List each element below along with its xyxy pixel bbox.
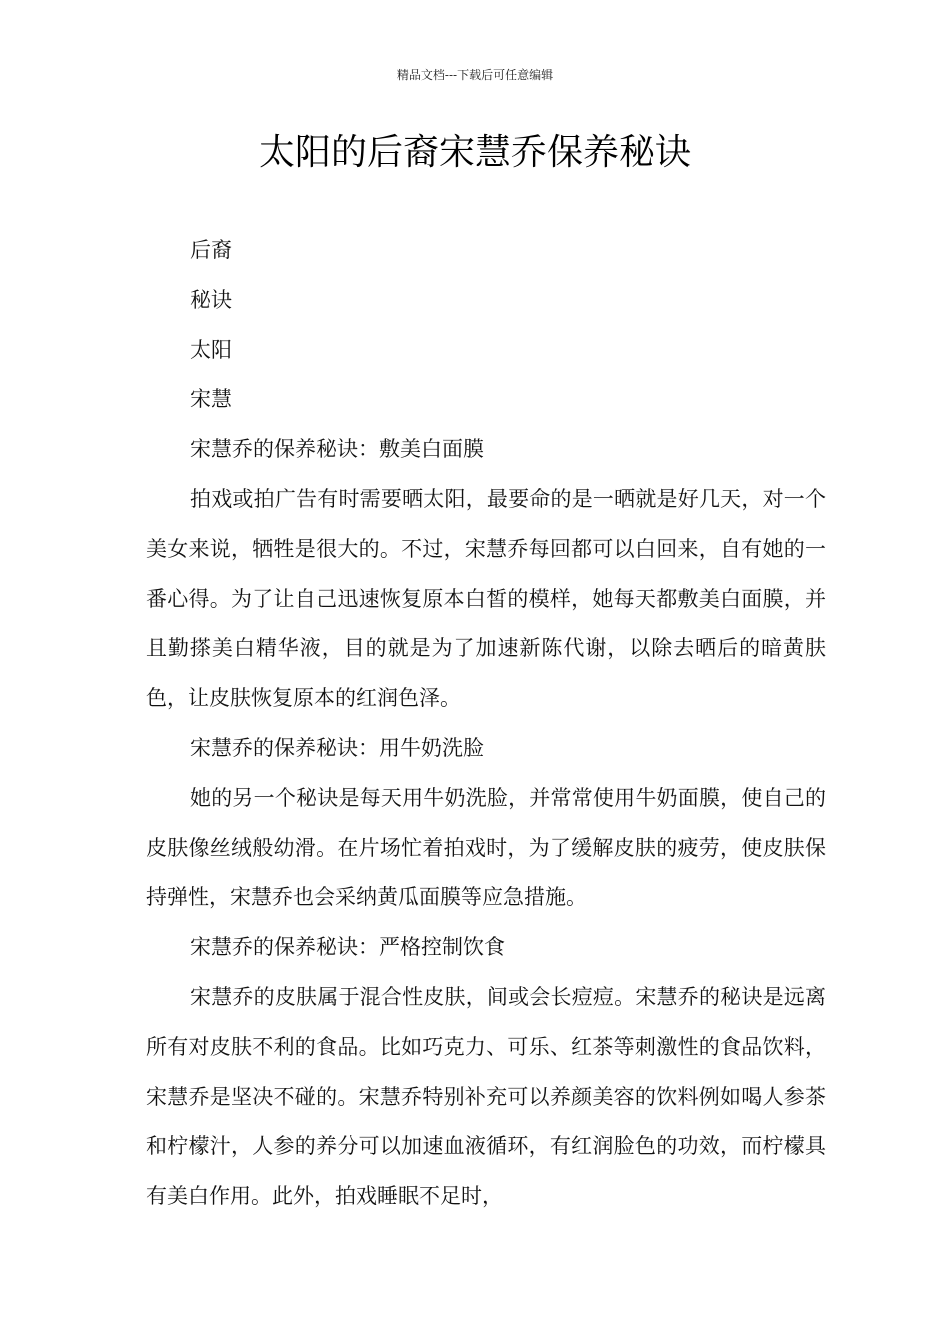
keyword-line: 宋慧 bbox=[190, 387, 232, 412]
section-heading: 宋慧乔的保养秘诀：用牛奶洗脸 bbox=[190, 735, 484, 760]
section-paragraph: 她的另一个秘诀是每天用牛奶洗脸，并常常使用牛奶面膜，使自己的皮肤像丝绒般幼滑。在片场忙着拍戏时，为了缓解皮肤的疲劳，使皮肤保持弹性，宋慧乔也会采纳黄瓜面膜等应急措施。 bbox=[146, 785, 826, 910]
document-body bbox=[146, 226, 826, 1222]
keyword-line: 太阳 bbox=[190, 337, 232, 362]
section-paragraph: 拍戏或拍广告有时需要晒太阳，最要命的是一晒就是好几天，对一个美女来说，牺牲是很大的。不过，宋慧乔每回都可以白回来，自有她的一番心得。为了让自己迅速恢复原本白皙的模样，她每天都敷美白面膜，并且勤搽美白精华液，目的就是为了加速新陈代谢，以除去晒后的暗黄肤色，让皮肤恢复原本的红润色泽。 bbox=[146, 486, 826, 711]
header-note: 精品文档---下载后可任意编辑 bbox=[396, 68, 554, 82]
page-title: 太阳的后裔宋慧乔保养秘诀 bbox=[258, 132, 691, 173]
keyword-line: 秘诀 bbox=[190, 287, 232, 312]
section-heading: 宋慧乔的保养秘诀：严格控制饮食 bbox=[190, 935, 505, 960]
section-paragraph: 宋慧乔的皮肤属于混合性皮肤，间或会长痘痘。宋慧乔的秘诀是远离所有对皮肤不利的食品。比如巧克力、可乐、红茶等刺激性的食品饮料，宋慧乔是坚决不碰的。宋慧乔特别补充可以养颜美容的饮料例如喝人参茶和柠檬汁，人参的养分可以加速血液循环，有红润脸色的功效，而柠檬具有美白作用。此外，拍戏睡眠不足时， bbox=[146, 984, 826, 1209]
section-heading: 宋慧乔的保养秘诀：敷美白面膜 bbox=[190, 437, 484, 462]
keyword-line: 后裔 bbox=[190, 238, 232, 262]
